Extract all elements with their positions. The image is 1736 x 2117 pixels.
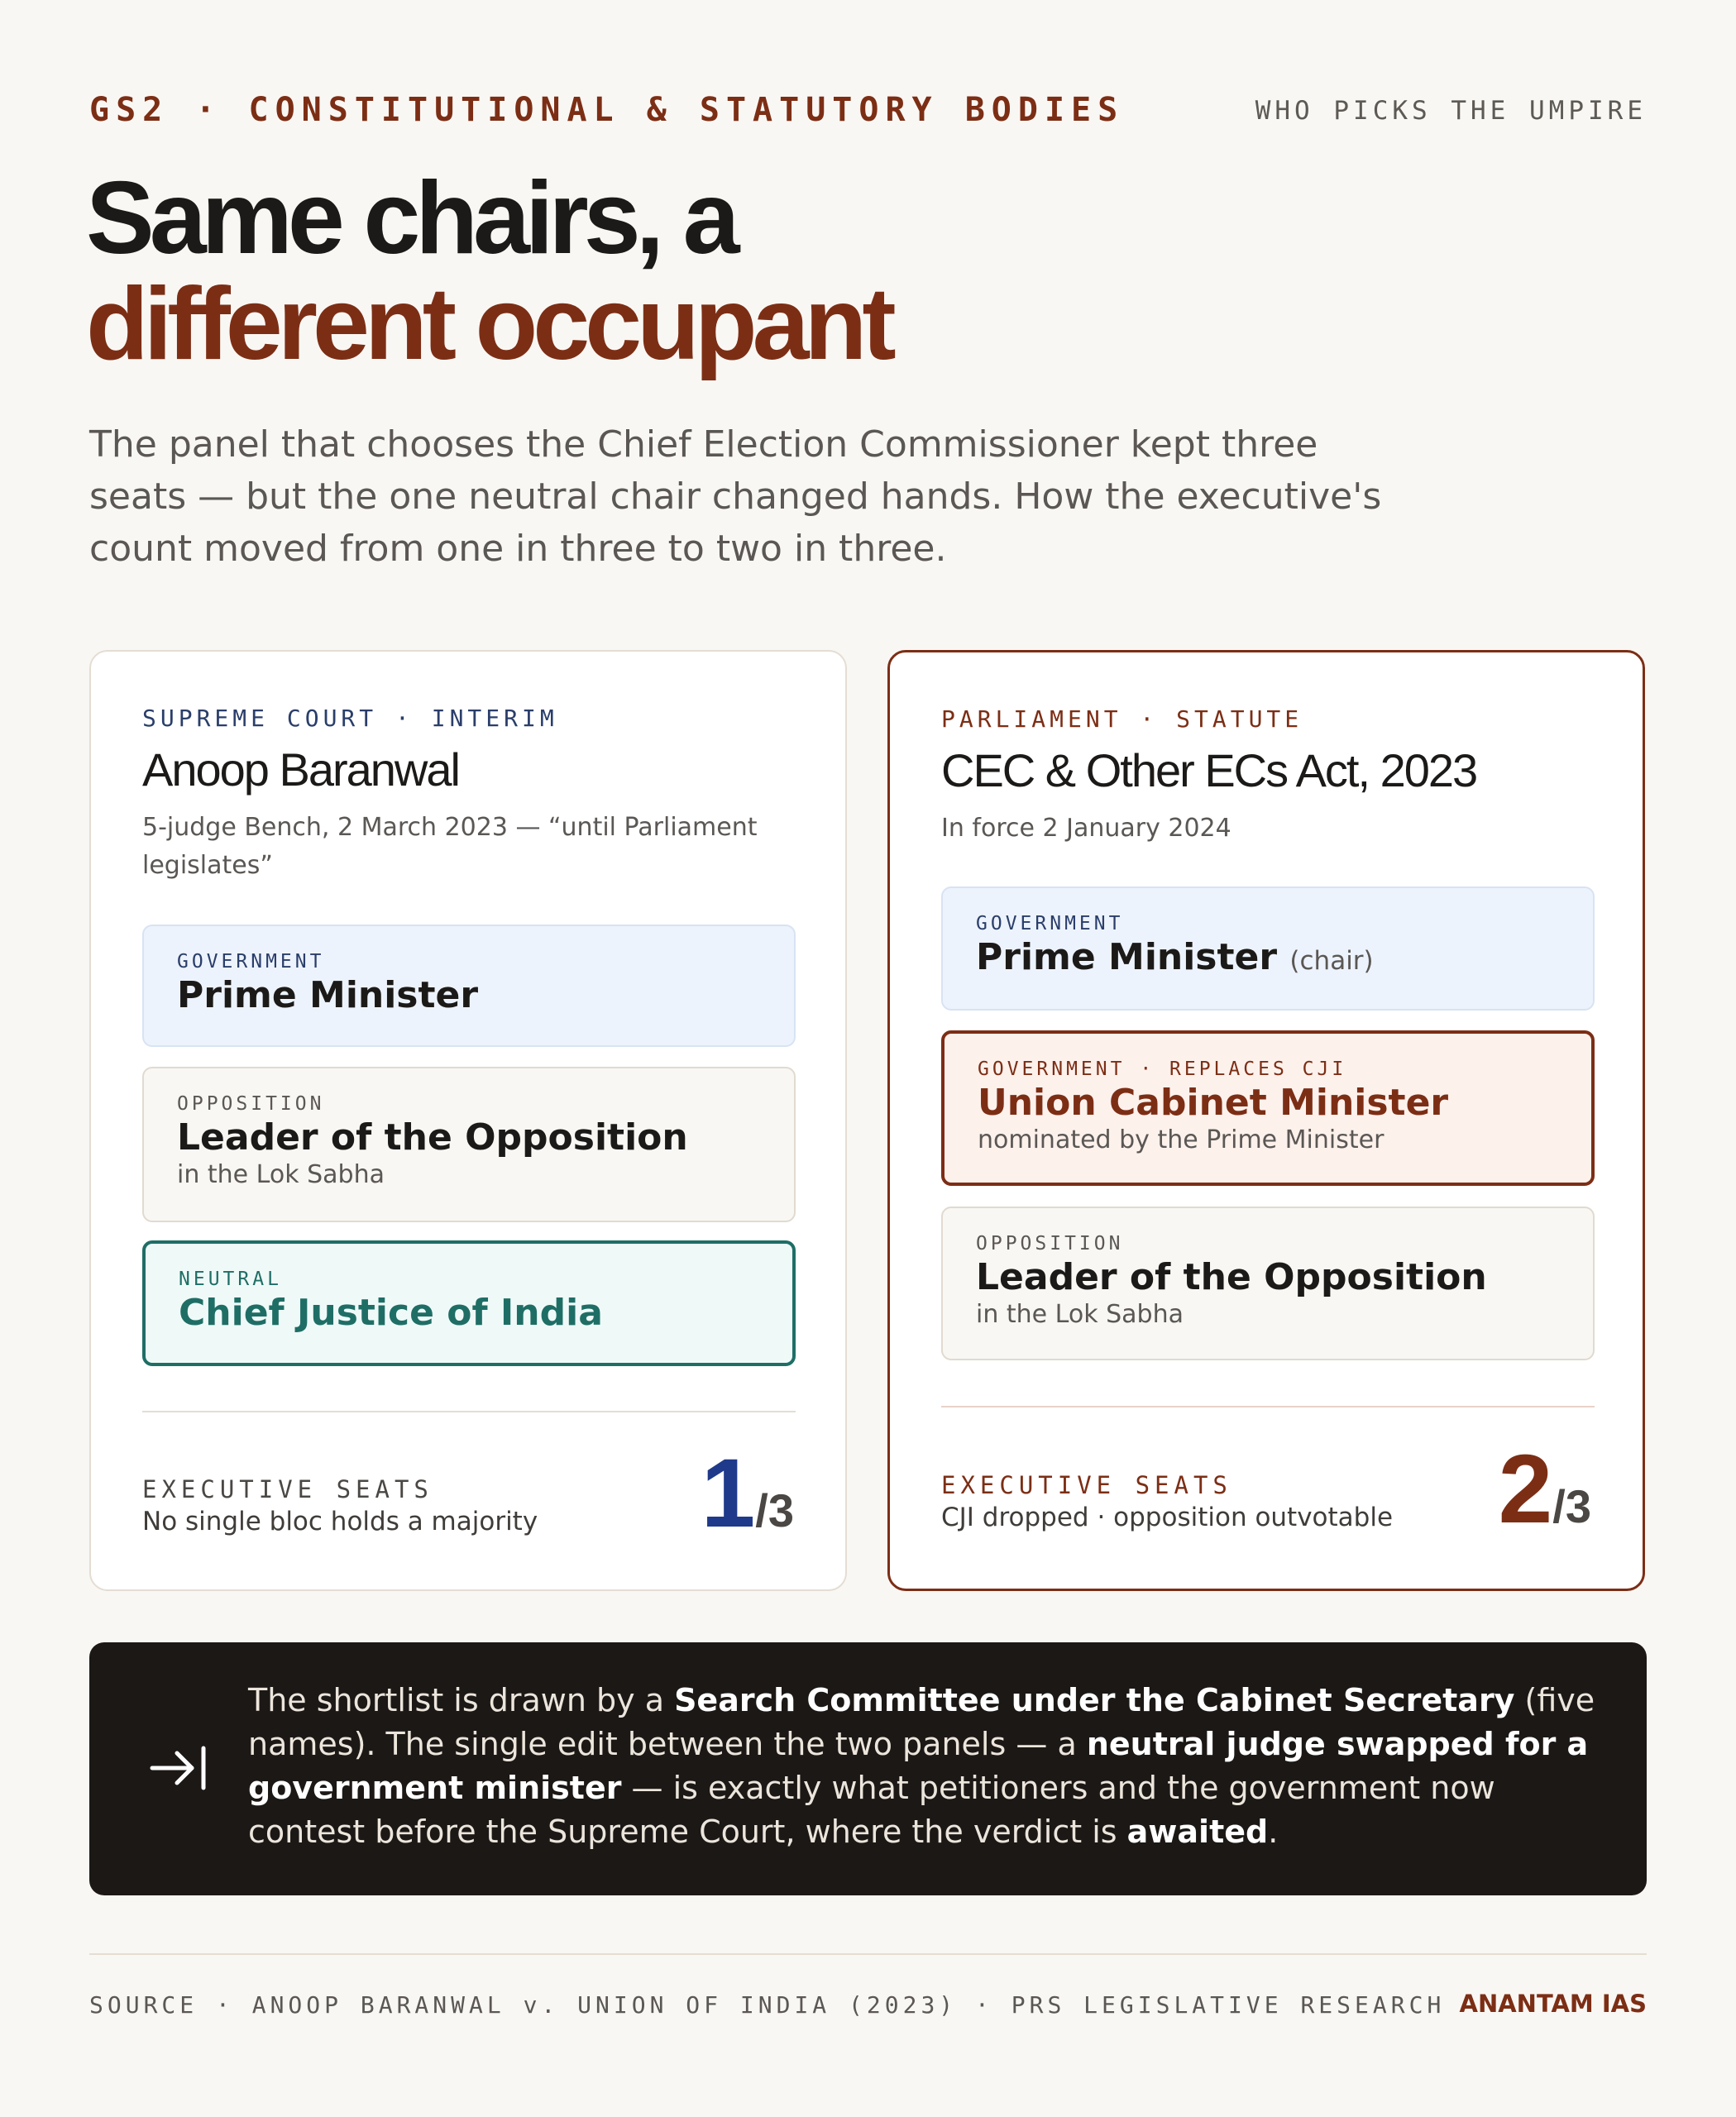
callout-emphasis: Search Committee under the Cabinet Secretary <box>674 1682 1515 1718</box>
seat-name: Chief Justice of India <box>179 1292 603 1334</box>
seat-name-suffix: (chair) <box>1289 946 1374 976</box>
lede-paragraph: The panel that chooses the Chief Election Commissioner kept three seats — but the one neutral chair changed hands. How the executive's count moved from one in three to two in three. <box>89 423 1382 570</box>
seat-label: GOVERNMENT · REPLACES CJI <box>978 1058 1347 1080</box>
source-line: SOURCE · ANOOP BARANWAL v. UNION OF INDIA (2023) · PRS LEGISLATIVE RESEARCH <box>89 1991 1446 2019</box>
executive-seats-note: CJI dropped · opposition outvotable <box>941 1503 1394 1532</box>
panel-subtitle: 5-judge Bench, 2 March 2023 — “until Parliament legislates” <box>142 813 758 880</box>
title-line-2: different occupant <box>86 267 892 381</box>
seat-prime-minister <box>142 925 796 1047</box>
seat-label: OPPOSITION <box>976 1233 1124 1254</box>
callout-text-part: . <box>1268 1814 1279 1850</box>
seat-note: nominated by the Prime Minister <box>978 1125 1384 1154</box>
top-bar <box>89 91 1647 132</box>
callout-emphasis: neutral judge swapped for a government minister <box>248 1726 1589 1806</box>
seat-name: Leader of the Opposition <box>177 1116 688 1159</box>
panel-divider <box>142 1411 796 1412</box>
executive-seats-note: No single bloc holds a majority <box>142 1507 538 1536</box>
executive-seats-total: /3 <box>755 1484 794 1536</box>
panel-kicker: PARLIAMENT · STATUTE <box>941 705 1303 733</box>
seat-note: in the Lok Sabha <box>976 1300 1184 1329</box>
seat-prime-minister-chair <box>941 886 1595 1011</box>
callout-emphasis: awaited <box>1126 1814 1269 1850</box>
title-line-1: Same chairs, a <box>86 161 735 275</box>
seat-name: Union Cabinet Minister <box>978 1082 1449 1124</box>
seat-label: OPPOSITION <box>177 1093 325 1115</box>
seat-name-text: Prime Minister <box>976 936 1278 978</box>
seat-leader-of-opposition <box>142 1067 796 1222</box>
panel-divider <box>941 1406 1595 1407</box>
callout-text-part: The shortlist is drawn by a <box>248 1682 675 1718</box>
seat-label: NEUTRAL <box>179 1269 282 1290</box>
panel-subtitle: In force 2 January 2024 <box>941 814 1231 843</box>
executive-seats-label: EXECUTIVE SEATS <box>142 1475 433 1503</box>
executive-seats-count: 2 <box>1498 1435 1553 1544</box>
seat-label: GOVERNMENT <box>976 913 1124 934</box>
callout-text-part: — is exactly what petitioners and the government now contest before the Supreme Court, where the verdict is <box>248 1770 1495 1850</box>
seat-name <box>976 936 1560 978</box>
callout-text <box>248 1679 1621 1854</box>
callout-box <box>89 1642 1647 1895</box>
panel-kicker: SUPREME COURT · INTERIM <box>142 705 558 732</box>
section-kicker: GS2 · CONSTITUTIONAL & STATUTORY BODIES <box>89 91 1125 129</box>
panel-card-supreme-court <box>89 650 847 1591</box>
seat-union-cabinet-minister <box>941 1030 1595 1186</box>
seat-leader-of-opposition <box>941 1207 1595 1360</box>
seat-label: GOVERNMENT <box>177 951 325 972</box>
page-title <box>86 161 892 381</box>
footer-divider <box>89 1953 1647 1955</box>
executive-seats-ratio <box>1499 1433 1591 1546</box>
brand-logo-text: ANANTAM IAS <box>1459 1990 1647 2018</box>
seat-note: in the Lok Sabha <box>177 1160 385 1189</box>
seat-name: Leader of the Opposition <box>976 1256 1487 1298</box>
executive-seats-count: 1 <box>701 1439 756 1548</box>
panel-title: CEC & Other ECs Act, 2023 <box>941 744 1477 796</box>
callout-text-part: (five names). The single edit between the two panels — a <box>248 1682 1595 1762</box>
executive-seats-label: EXECUTIVE SEATS <box>941 1471 1232 1499</box>
executive-seats-total: /3 <box>1552 1480 1591 1532</box>
panel-title: Anoop Baranwal <box>142 743 459 796</box>
seat-name: Prime Minister <box>177 974 479 1016</box>
arrow-to-bar-icon <box>147 1737 210 1799</box>
seat-chief-justice <box>142 1240 796 1366</box>
executive-seats-ratio <box>701 1437 794 1550</box>
tagline: WHO PICKS THE UMPIRE <box>1255 96 1647 126</box>
panel-card-parliament-statute <box>887 650 1645 1591</box>
